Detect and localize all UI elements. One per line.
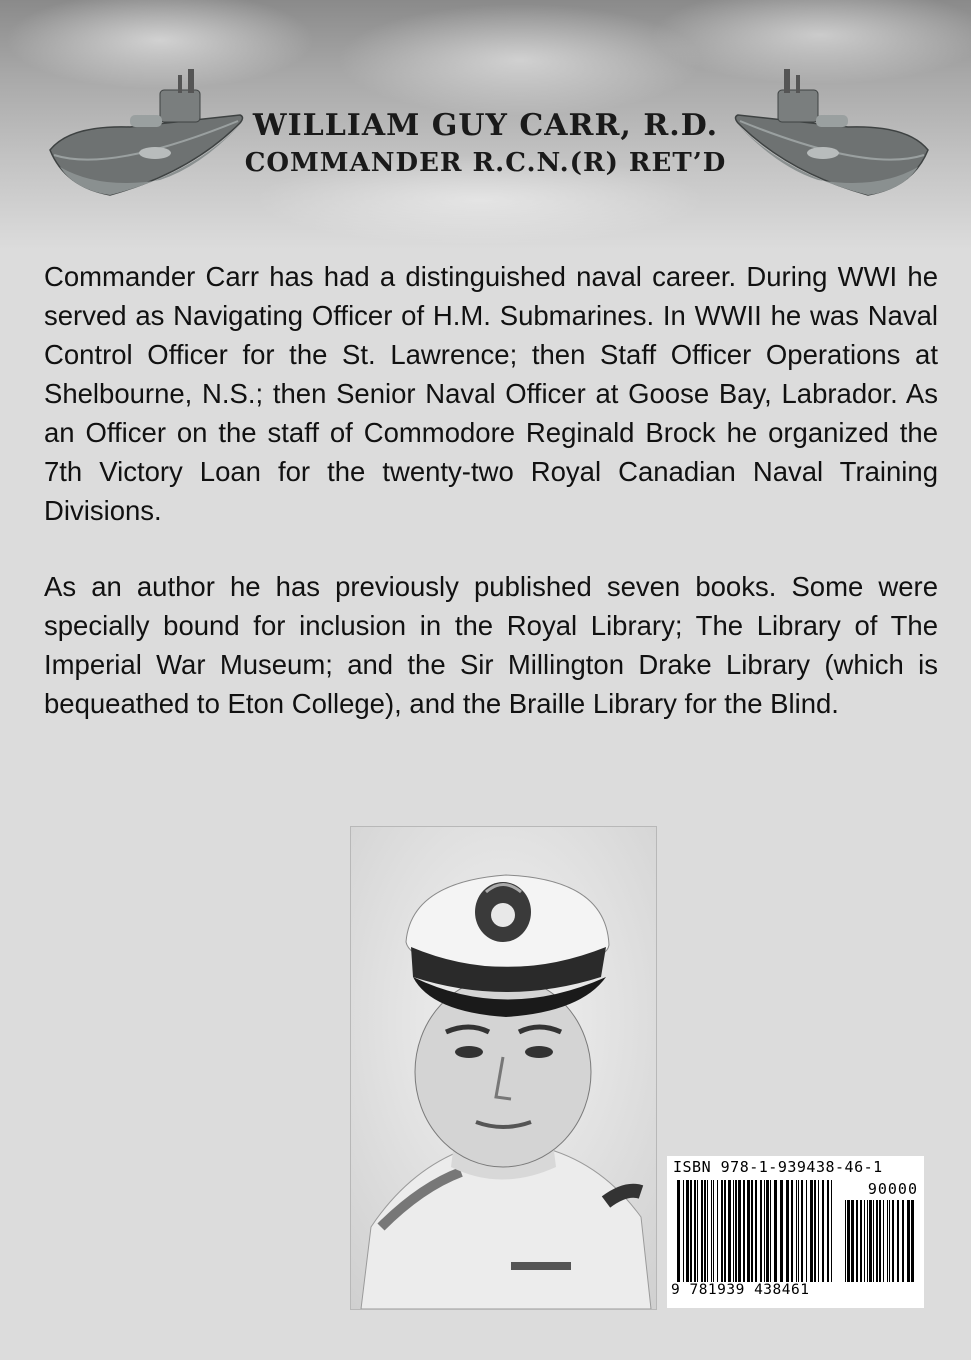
barcode-main-bars bbox=[677, 1180, 837, 1282]
author-portrait-photo bbox=[350, 826, 657, 1310]
isbn-number: ISBN 978-1-939438-46-1 bbox=[673, 1158, 883, 1176]
author-name-title: WILLIAM GUY CARR, R.D. bbox=[252, 108, 719, 143]
cloud-header-banner bbox=[0, 0, 971, 250]
barcode-digits: 9 781939 438461 bbox=[671, 1282, 810, 1298]
biography-paragraph: Commander Carr has had a distinguished naval career. During WWI he served as Navigating Officer of H.M. Submarines. In WWII he was Naval Control Officer for the St. Lawrence; then Staff Officer Operations at Shelbourne, N.S.; then Senior Naval Officer at Goose Bay, Labrador. As an Officer on the staff of Commodore Reginald Brock he organized the 7th Victory Loan for the twenty-two Royal Canadian Naval Training Divisions. bbox=[44, 261, 938, 526]
barcode-addon-bars bbox=[845, 1200, 917, 1282]
isbn-barcode bbox=[667, 1156, 924, 1308]
price-code: 90000 bbox=[867, 1180, 918, 1198]
author-rank-subtitle: COMMANDER R.C.N.(R) RET’D bbox=[244, 148, 727, 178]
publications-paragraph: As an author he has previously published seven books. Some were specially bound for inclusion in the Royal Library; The Library of The Imperial War Museum; and the Sir Millington Drake Library (which is bequeathed to Eton College), and the Braille Library for the Blind. bbox=[44, 571, 938, 719]
